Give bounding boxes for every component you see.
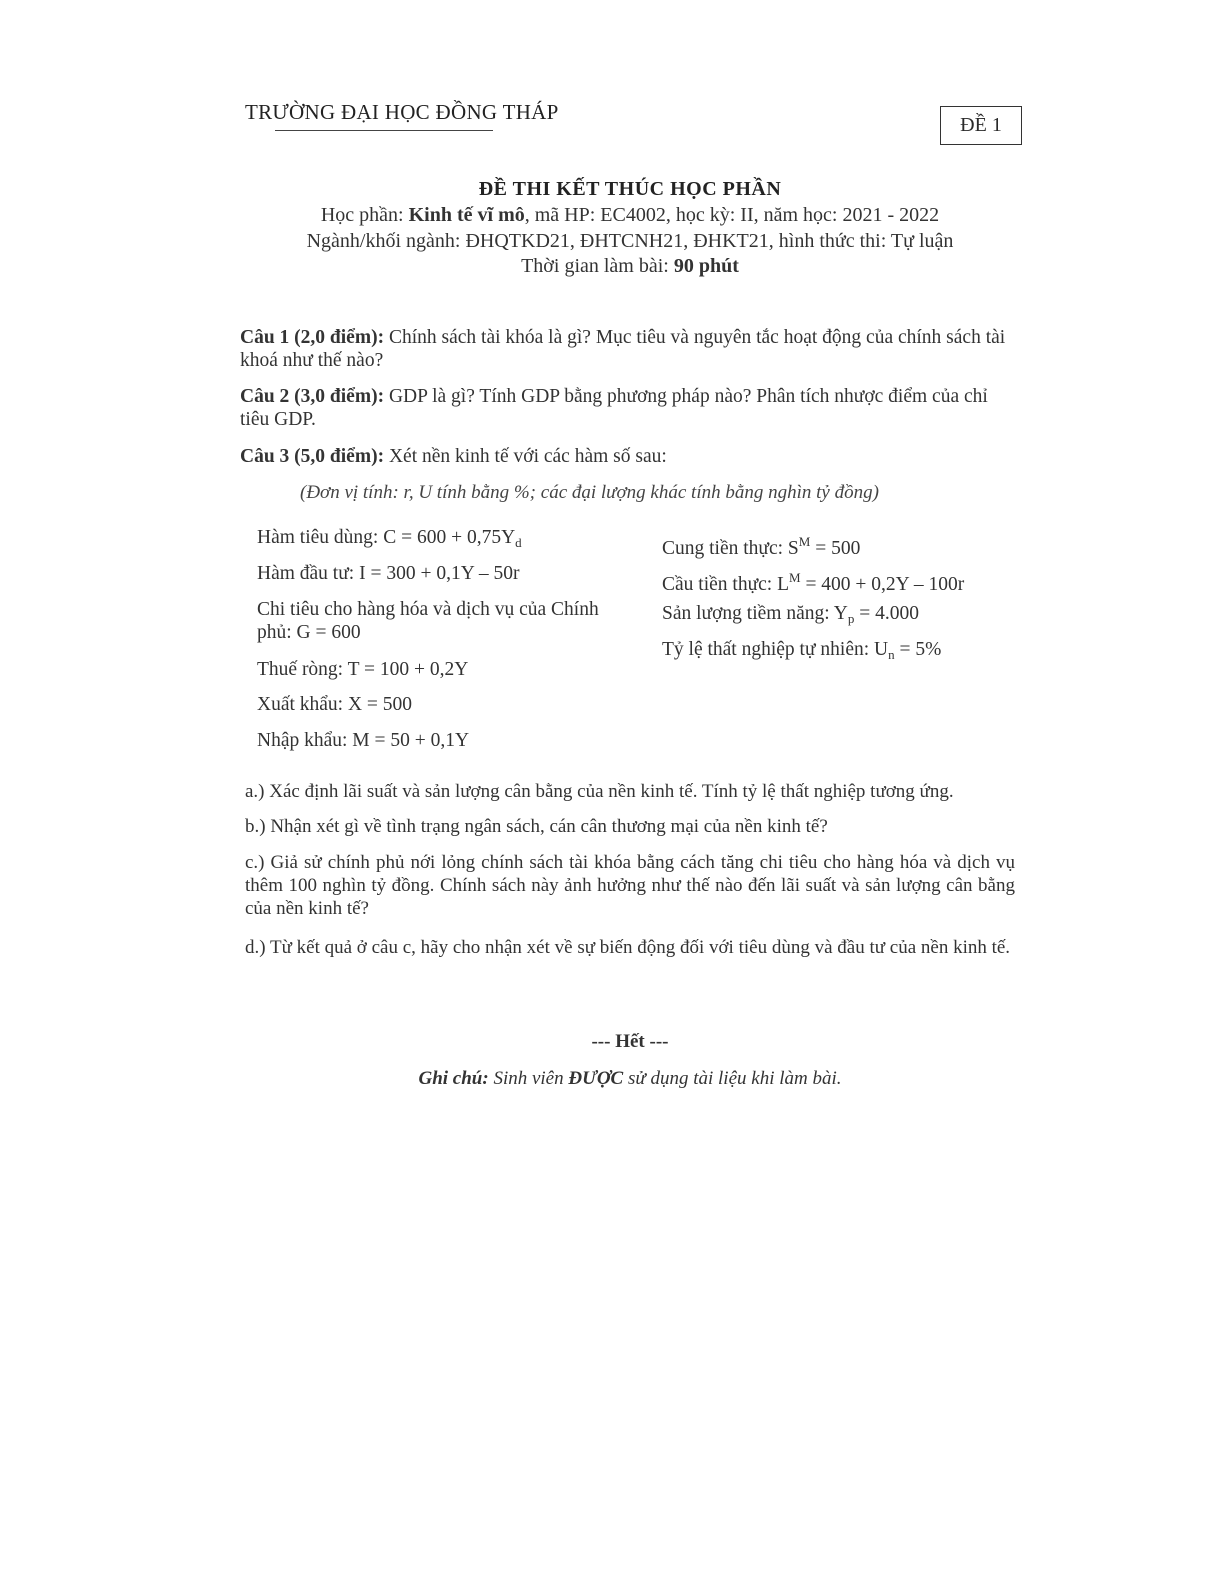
question-2-text: GDP là gì? Tính GDP bằng phương pháp nào? Phân tích nhược điểm của chỉ tiêu GDP. (240, 386, 988, 430)
import-function: Nhập khẩu: M = 50 + 0,1Y (257, 730, 470, 751)
note-label: Ghi chú: (418, 1068, 489, 1089)
question-1 (240, 326, 1020, 372)
export-value: Xuất khẩu: X = 500 (257, 694, 413, 715)
question-3-text: Xét nền kinh tế với các hàm số sau: (384, 446, 667, 467)
question-2-label: Câu 2 (3,0 điểm): (240, 386, 385, 407)
course-suffix: , mã HP: EC4002, học kỳ: II, năm học: 2021 - 2022 (524, 204, 940, 226)
majors-line: Ngành/khối ngành: ĐHQTKD21, ĐHTCNH21, ĐHKT21, hình thức thi: Tự luận (306, 230, 954, 252)
money-demand-value: = 400 + 0,2Y – 100r (800, 574, 965, 595)
investment-function: Hàm đầu tư: I = 300 + 0,1Y – 50r (257, 563, 520, 584)
subquestion-c: c.) Giả sử chính phủ nới lỏng chính sách tài khóa bằng cách tăng chi tiêu cho hàng hóa và dịch vụ thêm 100 nghìn tỷ đồng. Chính sách này ảnh hưởng như thế nào đến lãi suất và sản lượng cân bằng của nền kinh tế? (245, 852, 1015, 919)
question-3-label: Câu 3 (5,0 điểm): (240, 446, 385, 467)
potential-output-text: Sản lượng tiềm năng: Y (662, 603, 848, 624)
potential-output-value: = 4.000 (854, 603, 920, 624)
natural-unemployment-text: Tỷ lệ thất nghiệp tự nhiên: U (662, 639, 889, 660)
money-supply-text: Cung tiền thực: S (662, 538, 799, 559)
question-1-text: Chính sách tài khóa là gì? Mục tiêu và nguyên tắc hoạt động của chính sách tài khoá như thế nào? (240, 327, 1006, 371)
school-underline (275, 130, 493, 131)
question-3 (240, 445, 1020, 468)
money-supply-superscript: M (798, 534, 811, 549)
subquestion-d: d.) Từ kết quả ở câu c, hãy cho nhận xét về sự biến động đối với tiêu dùng và đầu tư của nền kinh tế. (245, 937, 1011, 958)
natural-unemployment-subscript: n (888, 647, 895, 662)
question-1-label: Câu 1 (2,0 điểm): (240, 327, 385, 348)
consumption-function (257, 526, 602, 554)
potential-output-subscript: p (847, 611, 855, 626)
subquestion-b: b.) Nhận xét gì về tình trạng ngân sách, cán cân thương mại của nền kinh tế? (245, 816, 828, 837)
course-name: Kinh tế vĩ mô (408, 204, 525, 226)
money-demand (662, 566, 1022, 596)
net-tax-function: Thuế ròng: T = 100 + 0,2Y (257, 659, 469, 680)
money-supply (662, 530, 1022, 560)
natural-unemployment (662, 638, 1022, 666)
course-line (230, 204, 1030, 227)
school-name: TRƯỜNG ĐẠI HỌC ĐỒNG THÁP (245, 100, 559, 124)
subquestion-a: a.) Xác định lãi suất và sản lượng cân bằng của nền kinh tế. Tính tỷ lệ thất nghiệp tương ứng. (245, 781, 954, 802)
question-2 (240, 385, 1020, 431)
end-marker (230, 1031, 1030, 1053)
time-value: 90 phút (673, 255, 739, 277)
potential-output (662, 602, 1022, 630)
money-supply-value: = 500 (810, 538, 861, 559)
consumption-text: Hàm tiêu dùng: C = 600 + 0,75Y (257, 527, 516, 548)
money-demand-text: Cầu tiền thực: L (662, 574, 789, 595)
time-line (230, 255, 1030, 278)
note-text-b: sử dụng tài liệu khi làm bài. (623, 1068, 842, 1089)
course-prefix: Học phần: (320, 204, 409, 226)
exam-code-box: ĐỀ 1 (940, 106, 1022, 145)
time-prefix: Thời gian làm bài: (521, 255, 674, 277)
note-text-a: Sinh viên (488, 1068, 569, 1089)
unit-note: (Đơn vị tính: r, U tính bằng %; các đại lượng khác tính bằng nghìn tỷ đồng) (300, 482, 879, 503)
exam-title: ĐỀ THI KẾT THÚC HỌC PHẦN (478, 178, 782, 200)
end-marker-text: --- Hết --- (591, 1031, 669, 1052)
consumption-subscript: d (515, 535, 522, 550)
government-spending: Chi tiêu cho hàng hóa và dịch vụ của Chính phủ: G = 600 (257, 599, 599, 643)
footer-note (230, 1068, 1030, 1090)
natural-unemployment-value: = 5% (894, 639, 942, 660)
note-emphasis: ĐƯỢC (568, 1068, 624, 1089)
money-demand-superscript: M (789, 570, 801, 585)
